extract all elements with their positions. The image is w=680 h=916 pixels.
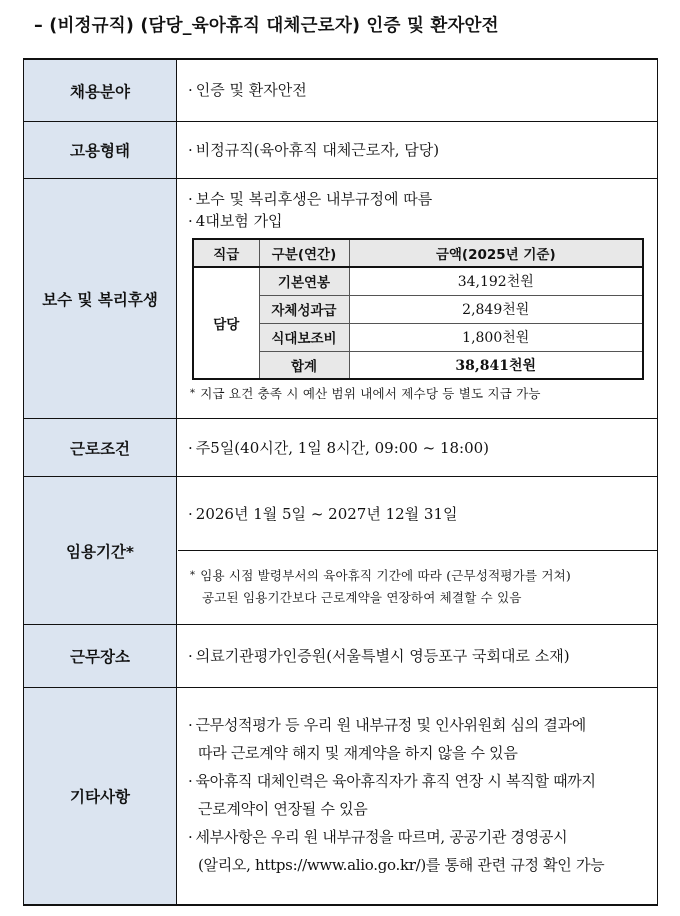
period-value-line: [188, 503, 653, 525]
bullet: ·: [188, 828, 193, 846]
row-label-conditions: 근로조건: [24, 419, 177, 476]
bullet: ·: [188, 772, 193, 790]
period-note-line-2: 공고된 임용기간보다 근로계약을 연장하여 체결할 수 있음: [202, 590, 522, 605]
bullet: ·: [188, 716, 193, 734]
employment-value: 비정규직(육아휴직 대체근로자, 담당): [195, 141, 440, 159]
pay-table-header-cell: 금액(2025년 기준): [349, 239, 643, 267]
row-location: [24, 625, 657, 688]
recruitment-table: [23, 58, 658, 906]
other-item-1-line-1: [188, 714, 653, 736]
note-star: *: [190, 388, 196, 399]
pay-line-1-text: 보수 및 복리후생은 내부규정에 따름: [195, 190, 433, 208]
pay-table-row: [193, 295, 643, 323]
bullet: ·: [188, 647, 193, 665]
bullet: ·: [188, 81, 193, 99]
pay-note-text: 지급 요건 충족 시 예산 범위 내에서 제수당 등 별도 지급 가능: [200, 386, 541, 401]
other-item-2-text-1: 육아휴직 대체인력은 육아휴직자가 휴직 연장 시 복직할 때까지: [195, 772, 596, 790]
row-conditions: [24, 419, 657, 477]
pay-table-row: [193, 267, 643, 295]
location-value: 의료기관평가인증원(서울특별시 영등포구 국회대로 소재): [195, 647, 570, 665]
other-item-2-line-1: [188, 770, 653, 792]
pay-table-header-cell: 구분(연간): [259, 239, 349, 267]
bullet: ·: [188, 439, 193, 457]
other-item-1-line-2: 따라 근로계약 해지 및 재계약을 하지 않을 수 있음: [198, 744, 518, 762]
note-star: *: [190, 570, 196, 581]
pay-item-amount: 1,800천원: [349, 323, 643, 351]
other-item-3-text-1: 세부사항은 우리 원 내부규정을 따르며, 공공기관 경영공시: [195, 828, 568, 846]
row-pay: [24, 179, 657, 419]
pay-table: [192, 238, 644, 380]
pay-table-row: [193, 351, 643, 379]
bullet: ·: [188, 212, 193, 230]
pay-note: [190, 384, 655, 404]
row-label-location: 근무장소: [24, 625, 177, 687]
field-value-line: [188, 79, 653, 101]
pay-item-label: 합계: [259, 351, 349, 379]
pay-table-header-cell: 직급: [193, 239, 259, 267]
row-field: [24, 60, 657, 122]
other-item-3-line-2: (알리오, https://www.alio.go.kr/)를 통해 관련 규정 확인 가능: [198, 856, 605, 874]
period-divider: [178, 550, 657, 551]
employment-value-line: [188, 139, 653, 161]
pay-table-header: [193, 239, 643, 267]
period-note-line-1: [190, 566, 655, 586]
row-other: [24, 688, 657, 904]
pay-table-grade: 담당: [193, 267, 259, 379]
field-value: 인증 및 환자안전: [195, 81, 307, 99]
other-item-2-line-2: 근로계약이 연장될 수 있음: [198, 800, 368, 818]
other-item-1-text-1: 근무성적평가 등 우리 원 내부규정 및 인사위원회 심의 결과에: [195, 716, 586, 734]
bullet: ·: [188, 505, 193, 523]
row-label-employment: 고용형태: [24, 122, 177, 178]
pay-item-label: 자체성과급: [259, 295, 349, 323]
pay-table-row: [193, 323, 643, 351]
row-label-pay: 보수 및 복리후생: [24, 179, 177, 418]
pay-item-label: 식대보조비: [259, 323, 349, 351]
pay-line-2-text: 4대보험 가입: [195, 212, 283, 230]
row-label-period: 임용기간*: [24, 477, 177, 624]
page-title: – (비정규직) (담당_육아휴직 대체근로자) 인증 및 환자안전: [34, 16, 499, 36]
other-item-3-line-1: [188, 826, 653, 848]
row-label-other: 기타사항: [24, 688, 177, 904]
bullet: ·: [188, 190, 193, 208]
pay-item-amount: 2,849천원: [349, 295, 643, 323]
bullet: ·: [188, 141, 193, 159]
period-note-text-1: 임용 시점 발령부서의 육아휴직 기간에 따라 (근무성적평가를 거쳐): [200, 568, 571, 583]
pay-item-amount: 34,192천원: [349, 267, 643, 295]
row-employment: [24, 122, 657, 179]
pay-line-2: [188, 210, 653, 232]
conditions-value-line: [188, 437, 653, 459]
conditions-value: 주5일(40시간, 1일 8시간, 09:00 ~ 18:00): [195, 439, 490, 457]
pay-line-1: [188, 188, 653, 210]
pay-total-amount: 38,841천원: [349, 351, 643, 379]
row-period: [24, 477, 657, 625]
period-value: 2026년 1월 5일 ~ 2027년 12월 31일: [195, 505, 458, 523]
row-label-field: 채용분야: [24, 60, 177, 121]
location-value-line: [188, 645, 653, 667]
pay-item-label: 기본연봉: [259, 267, 349, 295]
